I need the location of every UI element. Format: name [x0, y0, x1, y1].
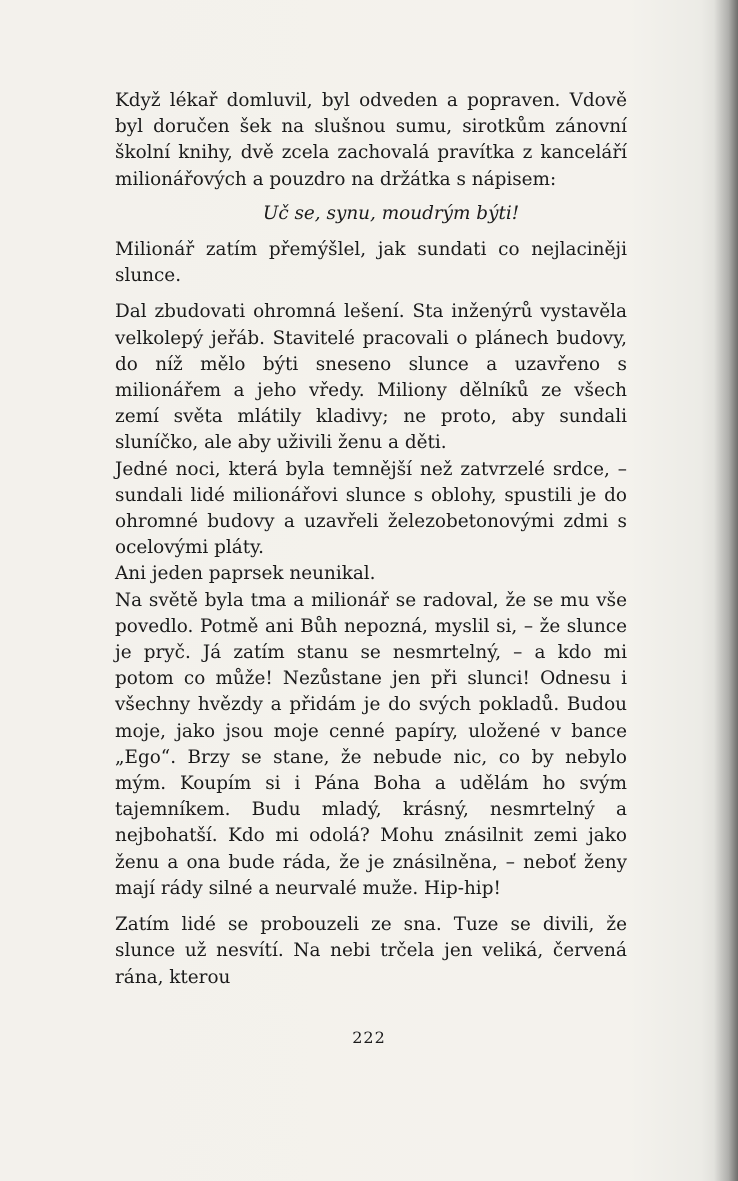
- paragraph-4: Jedné noci, která byla temnější než zatvrzelé srdce, – sundali lidé milionářovi slunce s oblohy, spustili je do ohromné budovy a uzavřeli železobetonovými zdmi s ocelovými pláty.: [115, 458, 627, 559]
- page-number: 222: [352, 1028, 386, 1047]
- motto-line: Uč se, synu, moudrým býti!: [262, 202, 520, 224]
- paragraph-5: Ani jeden paprsek neunikal.: [115, 563, 376, 585]
- paragraph-6: Na světě byla tma a milionář se radoval, že se mu vše povedlo. Potmě ani Bůh nepozná, myslil si, – že slunce je pryč. Já zatím stanu se nesmrtelný, – a kdo mi potom co může! Nezůstane jen při slunci! Odnesu i všechny hvězdy a přidám je do svých pokladů. Budou moje, jako jsou moje cenné papíry, uložené v bance „Ego“. Brzy se stane, že nebude nic, co by nebylo mým. Koupím si i Pána Boha a udělám ho svým tajemníkem. Budu mladý, krásný, nesmrtelný a nejbohatší. Kdo mi odolá? Mohu znásilnit zemi jako ženu a ona bude ráda, že je znásilněna, – neboť ženy mají rády silné a neurvalé muže. Hip-hip!: [115, 589, 627, 899]
- body-text: [115, 88, 627, 991]
- paragraph-3: Dal zbudovati ohromná lešení. Sta inženýrů vystavěla velkolepý jeřáb. Stavitelé pracovali o plánech budovy, do níž mělo býti sneseno slunce a uzavřeno s milionářem a jeho vředy. Miliony dělníků ze všech zemí světa mlátily kladivy; ne proto, aby sundali sluníčko, ale aby uživili ženu a děti.: [115, 301, 627, 454]
- paragraph-7: Zatím lidé se probouzeli ze sna. Tuze se divili, že slunce už nesvítí. Na nebi trčela jen veliká, červená rána, kterou: [115, 914, 627, 988]
- paragraph-2: Milionář zatím přemýšlel, jak sundati co nejlaciněji slunce.: [115, 239, 627, 287]
- page-edge-shadow: [714, 0, 738, 1181]
- paragraph-1: Když lékař domluvil, byl odveden a popraven. Vdově byl doručen šek na slušnou sumu, sirotkům zánovní školní knihy, dvě zcela zachovalá pravítka z kanceláří milionářových a pouzdro na držátka s nápisem:: [115, 90, 627, 190]
